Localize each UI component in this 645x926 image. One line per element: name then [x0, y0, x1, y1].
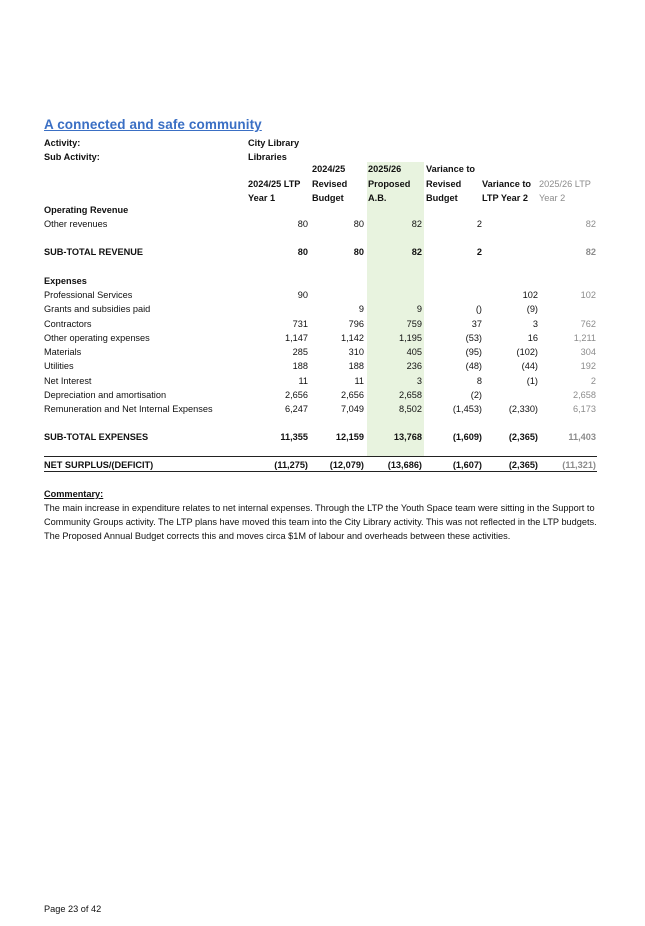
commentary-line: The Proposed Annual Budget corrects this and moves circa $1M of labour and overheads between these activities. [44, 531, 511, 542]
row-value: 80 [353, 247, 364, 257]
row-value: (2,365) [508, 460, 538, 470]
row-label: Professional Services [44, 290, 133, 300]
subtotal-expenses-row [44, 430, 597, 444]
commentary-heading: Commentary: [44, 489, 104, 499]
net-surplus-row [44, 458, 597, 472]
row-value: 11,355 [280, 432, 308, 442]
column-header-line: Variance to [482, 178, 532, 189]
row-value: 82 [411, 247, 422, 257]
row-value: 37 [471, 318, 482, 329]
row-value: 3 [532, 318, 538, 329]
row-value: (102) [516, 347, 538, 357]
column-header-line: 2025/26 [368, 164, 402, 174]
row-value: 236 [406, 361, 422, 372]
row-value: 8 [476, 375, 482, 386]
row-value: 11,403 [568, 432, 596, 442]
row-value: 80 [297, 247, 308, 257]
row-label: SUB-TOTAL EXPENSES [44, 432, 149, 442]
table-row [44, 388, 597, 402]
row-value: 11 [298, 375, 308, 386]
column-header-line: Budget [426, 193, 458, 203]
row-value: () [475, 304, 482, 315]
row-value: (2,330) [508, 404, 538, 414]
row-label: Depreciation and amortisation [44, 389, 167, 400]
row-label: NET SURPLUS/(DEFICIT) [44, 460, 154, 470]
row-value: (1) [526, 375, 538, 386]
table-row [44, 302, 597, 316]
row-value: (9) [526, 304, 538, 315]
column-header-line: 2024/25 [312, 164, 346, 174]
row-value: 102 [522, 290, 538, 300]
row-value: (12,079) [329, 460, 364, 470]
sub-activity-label: Sub Activity: [44, 152, 100, 162]
row-value: 2 [590, 375, 596, 386]
row-value: (53) [465, 332, 482, 343]
row-value: 405 [406, 347, 422, 357]
row-value: 188 [292, 361, 308, 372]
section-heading-expenses [44, 274, 597, 288]
table-row [44, 345, 597, 359]
page-number: Page 23 of 42 [44, 904, 102, 914]
row-value: 6,173 [573, 404, 596, 414]
commentary-line: The main increase in expenditure relates to net internal expenses. Through the LTP the Youth Space team were sitting in the Support to [44, 503, 595, 513]
row-value: 2 [476, 247, 482, 257]
row-value: 1,211 [573, 332, 596, 343]
net-surplus-top-rule [44, 456, 597, 457]
row-value: 80 [353, 219, 364, 229]
sub-activity-value: Libraries [248, 152, 287, 162]
row-value: 1,142 [341, 332, 364, 343]
row-value: 762 [580, 318, 596, 329]
column-header-line: Variance to [426, 164, 476, 174]
activity-label: Activity: [44, 138, 81, 148]
row-value: 2,658 [573, 389, 596, 400]
row-label: Materials [44, 347, 82, 357]
row-value: 90 [297, 290, 308, 300]
row-label: Operating Revenue [44, 205, 129, 215]
column-header-line: Year 1 [248, 193, 276, 203]
row-value: 188 [348, 361, 364, 372]
row-value: 82 [585, 247, 596, 257]
row-value: (1,607) [452, 460, 482, 470]
row-value: 796 [348, 318, 364, 329]
table-row [44, 374, 597, 388]
column-header-line: Year 2 [539, 193, 566, 203]
row-value: 1,195 [399, 332, 422, 343]
row-value: 2 [476, 219, 482, 229]
row-value: (1,453) [452, 404, 482, 414]
table-row [44, 288, 597, 302]
activity-value: City Library [248, 138, 300, 148]
section-heading-revenue [44, 203, 597, 217]
row-label: Utilities [44, 361, 74, 372]
subtotal-revenue-row [44, 245, 597, 259]
table-row [44, 359, 597, 373]
row-label: Expenses [44, 276, 87, 286]
row-value: 16 [527, 332, 538, 343]
table-row [44, 317, 597, 331]
row-value: 2,656 [285, 389, 308, 400]
row-value: 2,658 [399, 389, 422, 400]
row-label: Other revenues [44, 219, 108, 229]
row-value: 310 [348, 347, 364, 357]
column-header-line: 2024/25 LTP [248, 178, 301, 189]
row-value: 9 [416, 304, 422, 315]
row-value: (1,609) [452, 432, 482, 442]
row-value: 759 [406, 318, 422, 329]
row-value: (2) [470, 389, 482, 400]
row-label: SUB-TOTAL REVENUE [44, 247, 144, 257]
row-value: (13,686) [387, 460, 422, 470]
row-value: (2,365) [508, 432, 538, 442]
row-value: 1,147 [285, 332, 308, 343]
row-label: Remuneration and Net Internal Expenses [44, 404, 213, 414]
row-value: (95) [465, 347, 482, 357]
column-header-line: Revised [312, 178, 348, 189]
column-header-line: A.B. [368, 193, 387, 203]
row-value: 11 [354, 375, 364, 386]
table-row [44, 331, 597, 345]
column-header-line: 2025/26 LTP [539, 178, 591, 189]
section-title: A connected and safe community [44, 117, 262, 132]
row-value: 731 [292, 318, 308, 329]
row-value: (11,275) [274, 460, 308, 470]
row-value: 304 [580, 347, 596, 357]
row-value: 6,247 [285, 404, 308, 414]
row-value: 192 [580, 361, 596, 372]
column-header-line: Proposed [368, 178, 411, 189]
row-value: 102 [580, 290, 596, 300]
row-value: 82 [585, 219, 596, 229]
commentary-line: Community Groups activity. The LTP plans have moved this team into the City Library activity. This was not reflected in the LTP budgets. [44, 517, 597, 528]
row-value: 12,159 [335, 432, 364, 442]
row-value: 82 [411, 219, 422, 229]
row-value: (44) [521, 361, 538, 372]
table-row [44, 402, 597, 416]
column-header-line: LTP Year 2 [482, 193, 528, 203]
row-value: 2,656 [341, 389, 364, 400]
net-surplus-bottom-rule [44, 471, 597, 472]
row-label: Other operating expenses [44, 332, 150, 343]
row-value: 13,768 [393, 432, 422, 442]
commentary-text [44, 501, 600, 544]
column-header-line: Revised [426, 178, 462, 189]
row-value: (11,321) [562, 460, 596, 470]
row-value: 80 [297, 219, 308, 229]
row-value: 8,502 [399, 404, 422, 414]
row-label: Net Interest [44, 375, 92, 386]
column-header-line: Budget [312, 193, 344, 203]
row-value: (48) [465, 361, 482, 372]
row-value: 285 [292, 347, 308, 357]
row-value: 7,049 [341, 404, 364, 414]
row-label: Grants and subsidies paid [44, 304, 151, 315]
row-value: 9 [358, 304, 364, 315]
row-label: Contractors [44, 318, 92, 329]
row-value: 3 [416, 375, 422, 386]
table-row [44, 217, 597, 231]
